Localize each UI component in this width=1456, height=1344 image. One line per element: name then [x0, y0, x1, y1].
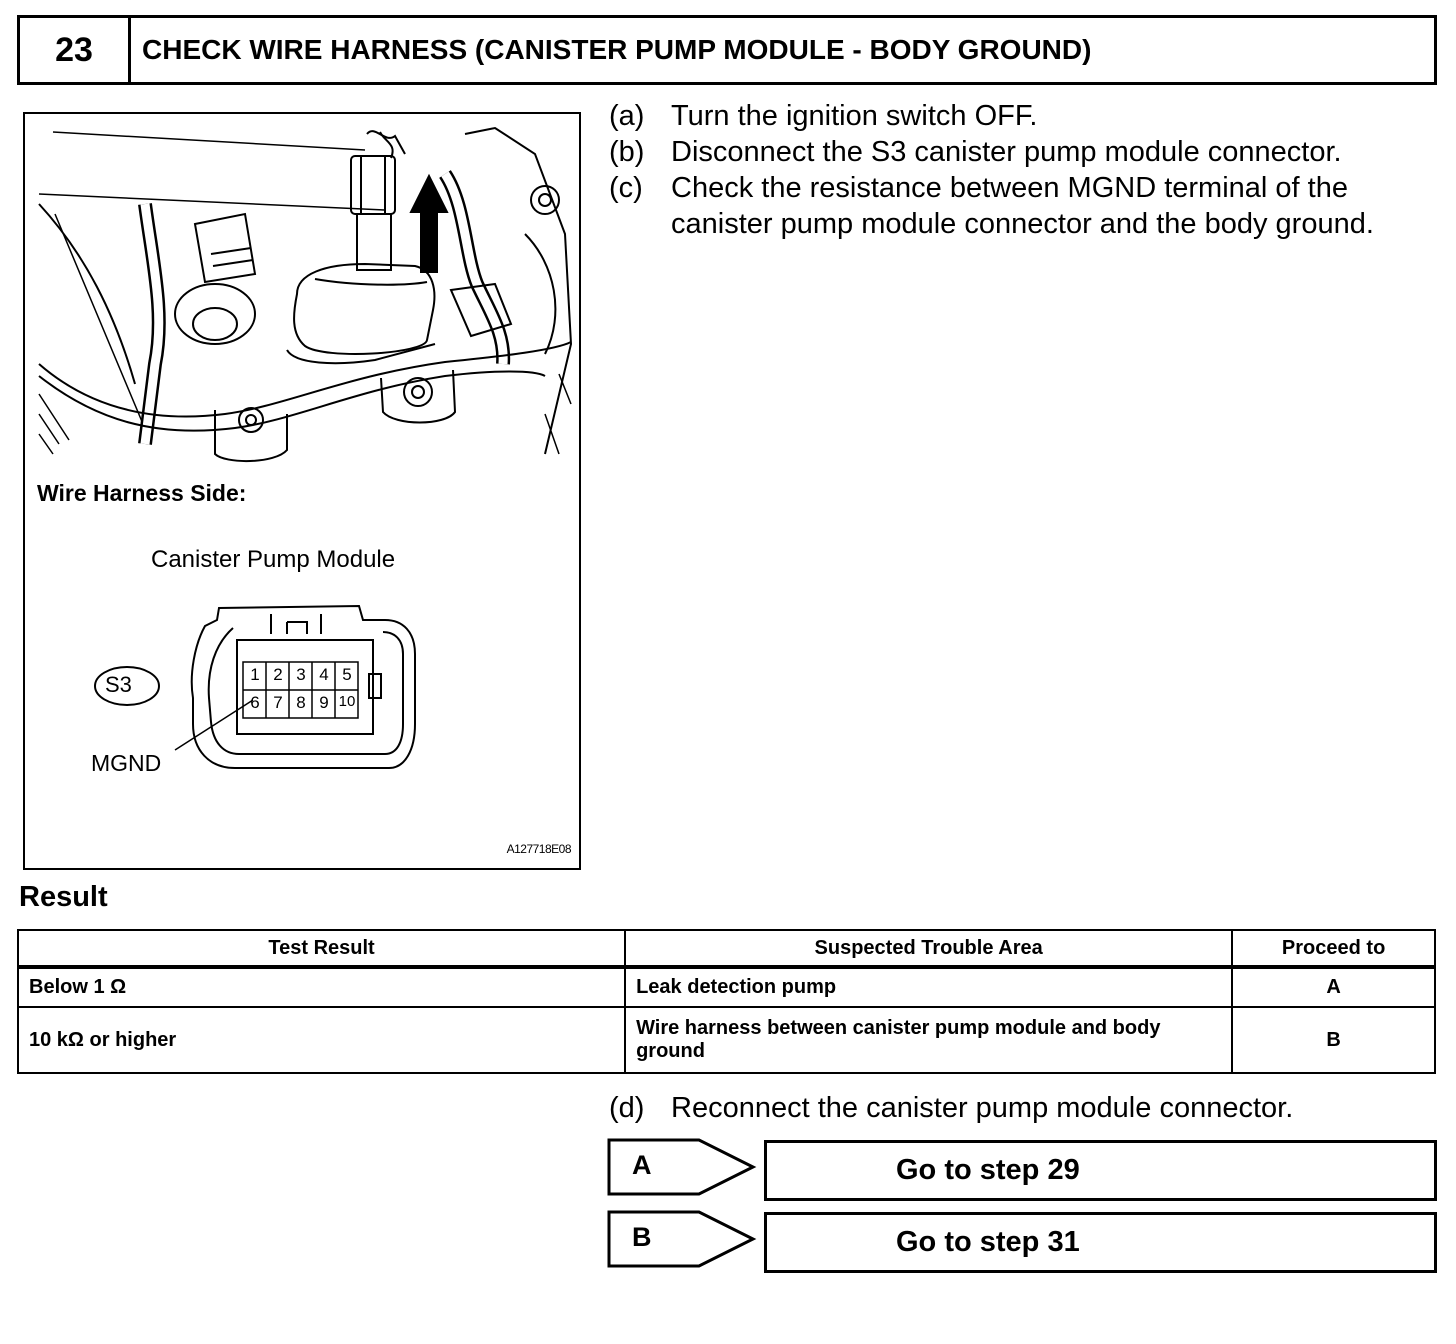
- step-label: (c): [609, 172, 643, 204]
- illustration-figure: [23, 112, 581, 870]
- connector-pin: 1: [250, 665, 260, 684]
- table-header-row: [18, 930, 1435, 967]
- result-table: [17, 929, 1436, 1074]
- connector-pin: 4: [319, 665, 329, 684]
- connector-pin: 2: [273, 665, 283, 684]
- procedure-step: [609, 98, 1431, 134]
- table-row: [18, 1007, 1435, 1073]
- connector-pin: 3: [296, 665, 306, 684]
- connector-pin: 5: [342, 665, 352, 684]
- wire-harness-side-label: Wire Harness Side:: [37, 480, 247, 506]
- step-number: 23: [20, 18, 131, 82]
- step-text: Reconnect the canister pump module connector.: [671, 1092, 1294, 1124]
- proceed-to-cell: B: [1232, 1007, 1435, 1073]
- table-row: [18, 967, 1435, 1007]
- step-title: CHECK WIRE HARNESS (CANISTER PUMP MODULE - BODY GROUND): [142, 34, 1092, 65]
- connector-pin: 7: [273, 693, 283, 712]
- trouble-area-cell: Leak detection pump: [625, 967, 1232, 1007]
- connector-code-label: S3: [105, 672, 132, 697]
- step-label: (d): [609, 1092, 645, 1124]
- column-header: Suspected Trouble Area: [625, 930, 1232, 967]
- test-result-cell: 10 kΩ or higher: [18, 1007, 625, 1073]
- procedure-step: [609, 134, 1431, 170]
- nav-option-letter: A: [632, 1150, 652, 1180]
- step-label: (b): [609, 136, 645, 168]
- arrow-tag-icon: [607, 1210, 757, 1270]
- procedure-step: [609, 170, 1431, 242]
- step-text: Check the resistance between MGND terminal of the canister pump module connector and the body ground.: [671, 172, 1374, 240]
- go-to-step-31-button[interactable]: Go to step 31: [764, 1212, 1437, 1273]
- trouble-area-cell: Wire harness between canister pump module and body ground: [625, 1007, 1232, 1073]
- step-label: (a): [609, 100, 645, 132]
- test-result-cell: Below 1 Ω: [18, 967, 625, 1007]
- connector-pin: 6: [250, 693, 260, 712]
- canister-pump-module-label: Canister Pump Module: [151, 546, 396, 573]
- connector-pin: 8: [296, 693, 306, 712]
- step-text: Turn the ignition switch OFF.: [671, 100, 1038, 132]
- column-header: Test Result: [18, 930, 625, 967]
- go-to-step-29-button[interactable]: Go to step 29: [764, 1140, 1437, 1201]
- result-heading: Result: [19, 881, 108, 913]
- mgnd-terminal-label: MGND: [91, 750, 162, 776]
- nav-option-letter: B: [632, 1222, 652, 1252]
- arrow-tag-icon: [607, 1138, 757, 1198]
- connector-pin: 9: [319, 693, 329, 712]
- procedure-step: [609, 1090, 1431, 1126]
- proceed-to-cell: A: [1232, 967, 1435, 1007]
- step-text: Disconnect the S3 canister pump module connector.: [671, 136, 1342, 168]
- step-header: [17, 15, 1437, 85]
- figure-id: A127718E08: [506, 842, 571, 856]
- connector-pin: 10: [338, 693, 356, 710]
- column-header: Proceed to: [1232, 930, 1435, 967]
